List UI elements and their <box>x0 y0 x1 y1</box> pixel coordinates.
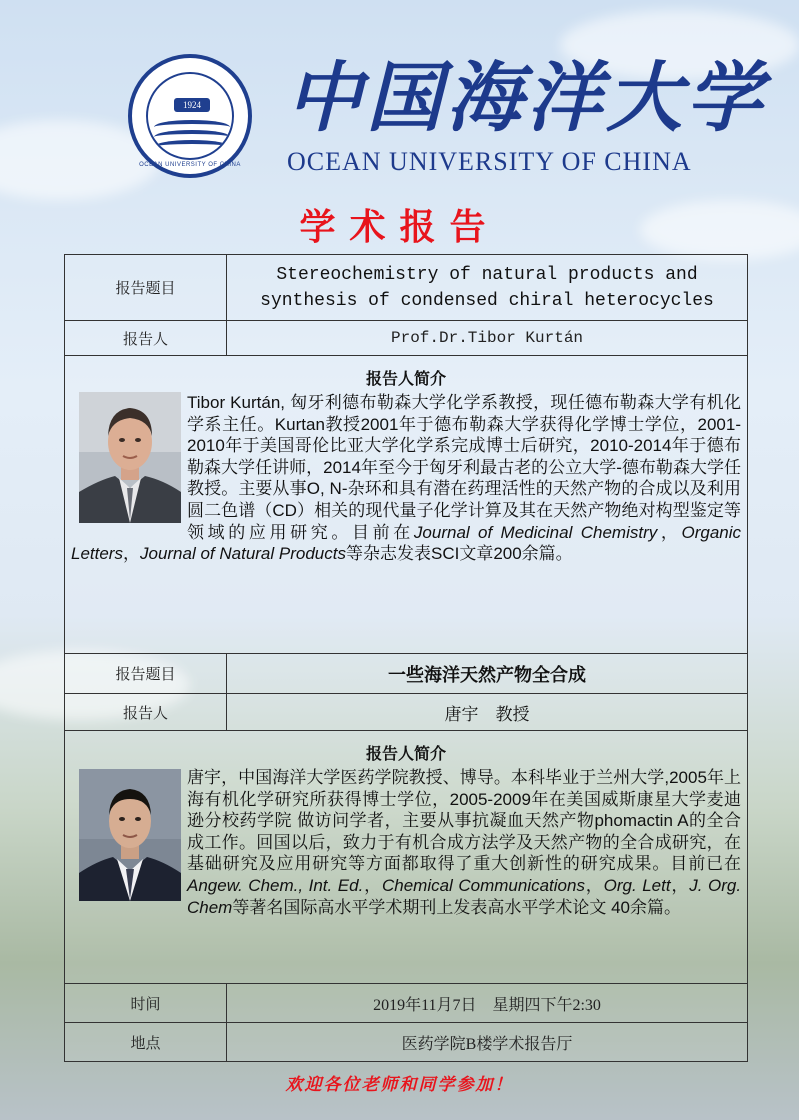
bio-heading: 报告人简介 <box>365 744 446 763</box>
table-row <box>65 654 748 694</box>
welcome-message: 欢迎各位老师和同学参加！ <box>285 1075 514 1095</box>
university-name-en: OCEAN UNIVERSITY OF CHINA <box>287 147 692 176</box>
seal-inner-ring <box>146 72 234 160</box>
seal-wave-icon <box>154 140 230 154</box>
speaker-value: 唐宇 教授 <box>227 694 748 731</box>
journal-name: Journal of Natural Products <box>139 544 346 564</box>
bio-text-part: Tibor Kurtán, 匈牙利德布勒森大学化学系教授，现任德布勒森大学有机化学系主任。Kurtan教授2001年于德布勒森大学获得化学博士学位，2001-2010年于美国哥伦比亚大学化学系完成博士后研究，2010-2014年于德布勒森大学任讲师，2014年至今于匈牙利最古老的公立大学-德布勒森大学任教授。主要从事O, N-杂环和具有潜在药理活性的天然产物的合成以及利用圆二色谱（CD）相关的现代量子化学计算及其在天然产物绝对构型鉴定等领域的应用研究。目前在 <box>187 393 741 542</box>
journal-name: J. Org. Chem <box>187 875 742 917</box>
bio-separator: ， <box>670 875 690 895</box>
seal-year: 1924 <box>174 98 210 112</box>
place-label: 地点 <box>65 1023 227 1062</box>
table-row <box>65 321 748 356</box>
bio-text-part: 等著名国际高水平学术期刊上发表高水平学术论文 40余篇。 <box>232 897 681 917</box>
journal-name: Chemical Communications <box>381 875 585 895</box>
topic-line: synthesis of condensed chiral heterocycles <box>260 290 714 311</box>
speaker-bio-cell <box>65 356 748 654</box>
table-row <box>65 1023 748 1062</box>
topic-label: 报告题目 <box>65 255 227 321</box>
bio-text-part: 等杂志发表SCI文章200余篇。 <box>345 544 573 564</box>
seal-ring-text: OCEAN UNIVERSITY OF CHINA <box>139 162 241 168</box>
table-row <box>65 731 748 984</box>
university-seal-logo <box>128 54 252 178</box>
bio-text <box>65 392 747 577</box>
table-row <box>65 984 748 1023</box>
portrait-image <box>79 769 181 901</box>
speaker-photo <box>79 392 181 523</box>
report-table <box>64 254 748 1062</box>
time-value: 2019年11月7日 星期四下午2:30 <box>227 984 748 1023</box>
speaker-label: 报告人 <box>65 321 227 356</box>
topic-value: 一些海洋天然产物全合成 <box>227 654 748 694</box>
bio-text <box>65 767 747 930</box>
place-value: 医药学院B楼学术报告厅 <box>227 1023 748 1062</box>
bio-text-part: 唐宇，中国海洋大学医药学院教授、博导。本科毕业于兰州大学,2005年上海有机化学研究所获得博士学位，2005-2009年在美国威斯康星大学麦迪逊分校药学院 做访问学者，主要从事抗凝血天然产物phomactin A的全合成工作。回国以后，致力于有机合成方法学及天然产物的全合成研究，在基础研究及应用研究等方面都取得了重大创新性的研究成果。目前已在 <box>187 768 741 874</box>
topic-line: Stereochemistry of natural products and <box>276 264 698 285</box>
header <box>0 0 799 200</box>
table-row <box>65 356 748 654</box>
journal-name: Journal of Medicinal Chemistry <box>413 522 658 542</box>
table-row <box>65 694 748 731</box>
bio-separator: ， <box>584 875 604 895</box>
table-row <box>65 255 748 321</box>
speaker-label: 报告人 <box>65 694 227 731</box>
topic-value <box>227 255 748 321</box>
journal-name: Org. Lett <box>603 875 671 895</box>
bio-separator: ， <box>657 522 682 542</box>
journal-name: Angew. Chem., Int. Ed. <box>187 875 364 895</box>
journal-name: Organic Letters <box>71 522 742 564</box>
bio-separator: ， <box>122 544 140 564</box>
page-title: 学术报告 <box>299 206 500 248</box>
university-name-cn: 中国海洋大学 <box>286 53 766 142</box>
bio-heading: 报告人简介 <box>365 369 446 388</box>
speaker-value: Prof.Dr.Tibor Kurtán <box>227 321 748 356</box>
time-label: 时间 <box>65 984 227 1023</box>
bio-separator: ， <box>363 875 382 895</box>
topic-label: 报告题目 <box>65 654 227 694</box>
portrait-image <box>79 392 181 523</box>
speaker-photo <box>79 769 181 901</box>
speaker-bio-cell <box>65 731 748 984</box>
